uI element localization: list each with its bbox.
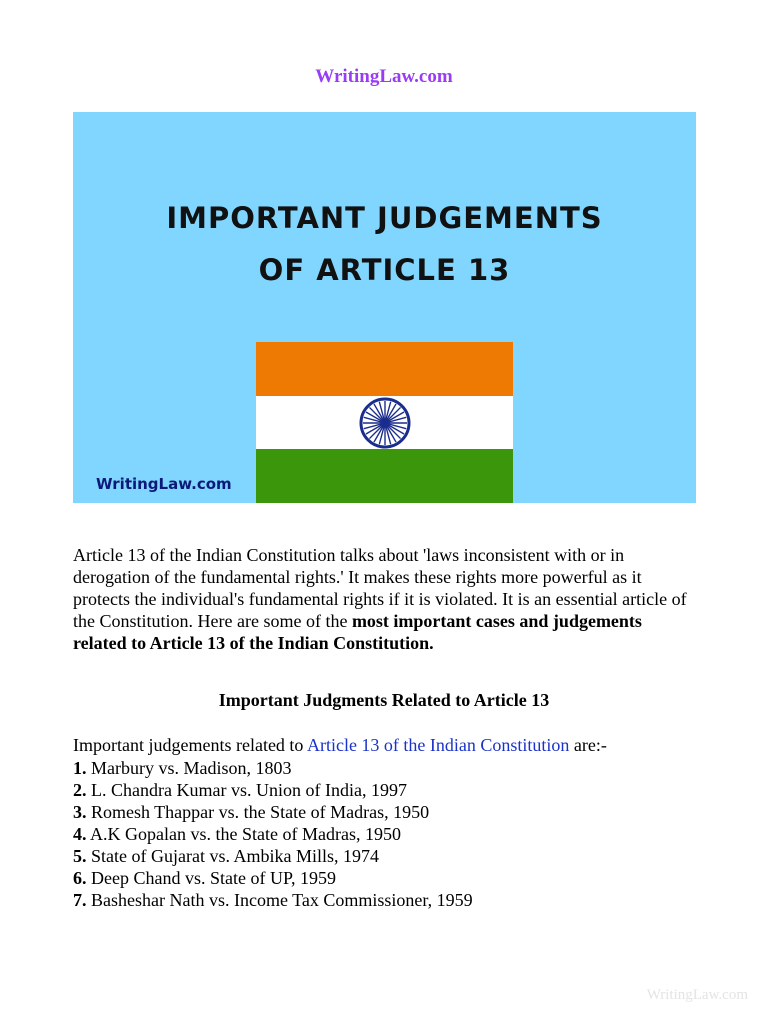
list-item <box>73 889 473 911</box>
indian-flag <box>256 342 513 503</box>
list-item <box>73 845 473 867</box>
list-item <box>73 801 473 823</box>
judgements-list <box>73 757 473 911</box>
list-item <box>73 823 473 845</box>
section-heading: Important Judgments Related to Article 13 <box>218 690 550 710</box>
ashoka-chakra-icon <box>358 397 412 449</box>
list-item-number: 4. <box>73 824 87 844</box>
list-item-text: L. Chandra Kumar vs. Union of India, 1997 <box>91 780 407 800</box>
list-intro-before: Important judgements related to <box>73 735 307 755</box>
list-item-text: Deep Chand vs. State of UP, 1959 <box>91 868 336 888</box>
article-banner-image <box>73 112 696 503</box>
flag-green-band <box>256 449 513 503</box>
site-header-title: WritingLaw.com <box>315 66 453 87</box>
list-item-text: A.K Gopalan vs. the State of Madras, 1950 <box>90 824 401 844</box>
list-item <box>73 757 473 779</box>
list-item <box>73 867 473 889</box>
list-item-number: 6. <box>73 868 87 888</box>
article-13-link[interactable]: Article 13 of the Indian Constitution <box>306 735 570 755</box>
banner-title-line-2: OF ARTICLE 13 <box>258 253 511 287</box>
list-item-text: Basheshar Nath vs. Income Tax Commissioner, 1959 <box>91 890 473 910</box>
list-item-text: Marbury vs. Madison, 1803 <box>91 758 292 778</box>
list-item-number: 3. <box>73 802 87 822</box>
list-item-number: 2. <box>73 780 87 800</box>
banner-title-line-1: IMPORTANT JUDGEMENTS <box>166 201 603 235</box>
list-item-number: 5. <box>73 846 87 866</box>
banner-brand-label: WritingLaw.com <box>96 475 232 493</box>
list-item-text: State of Gujarat vs. Ambika Mills, 1974 <box>91 846 379 866</box>
flag-saffron-band <box>256 342 513 396</box>
list-item-text: Romesh Thappar vs. the State of Madras, 1950 <box>91 802 430 822</box>
intro-bold-text: most important cases and judgements related to Article 13 of the Indian Constitution. <box>73 611 642 653</box>
list-item-number: 1. <box>73 758 87 778</box>
intro-text: Article 13 of the Indian Constitution talks about 'laws inconsistent with or in derogation of the fundamental rights.' It makes these rights more powerful as it protects the individual's fundamental rights if it is violated. It is an essential article of the Constitution. Here are some of the <box>73 545 687 631</box>
list-intro-after: are:- <box>569 735 607 755</box>
watermark-text: WritingLaw.com <box>646 987 748 1003</box>
list-intro <box>73 735 607 756</box>
list-item <box>73 779 473 801</box>
intro-paragraph <box>73 544 698 654</box>
list-item-number: 7. <box>73 890 87 910</box>
